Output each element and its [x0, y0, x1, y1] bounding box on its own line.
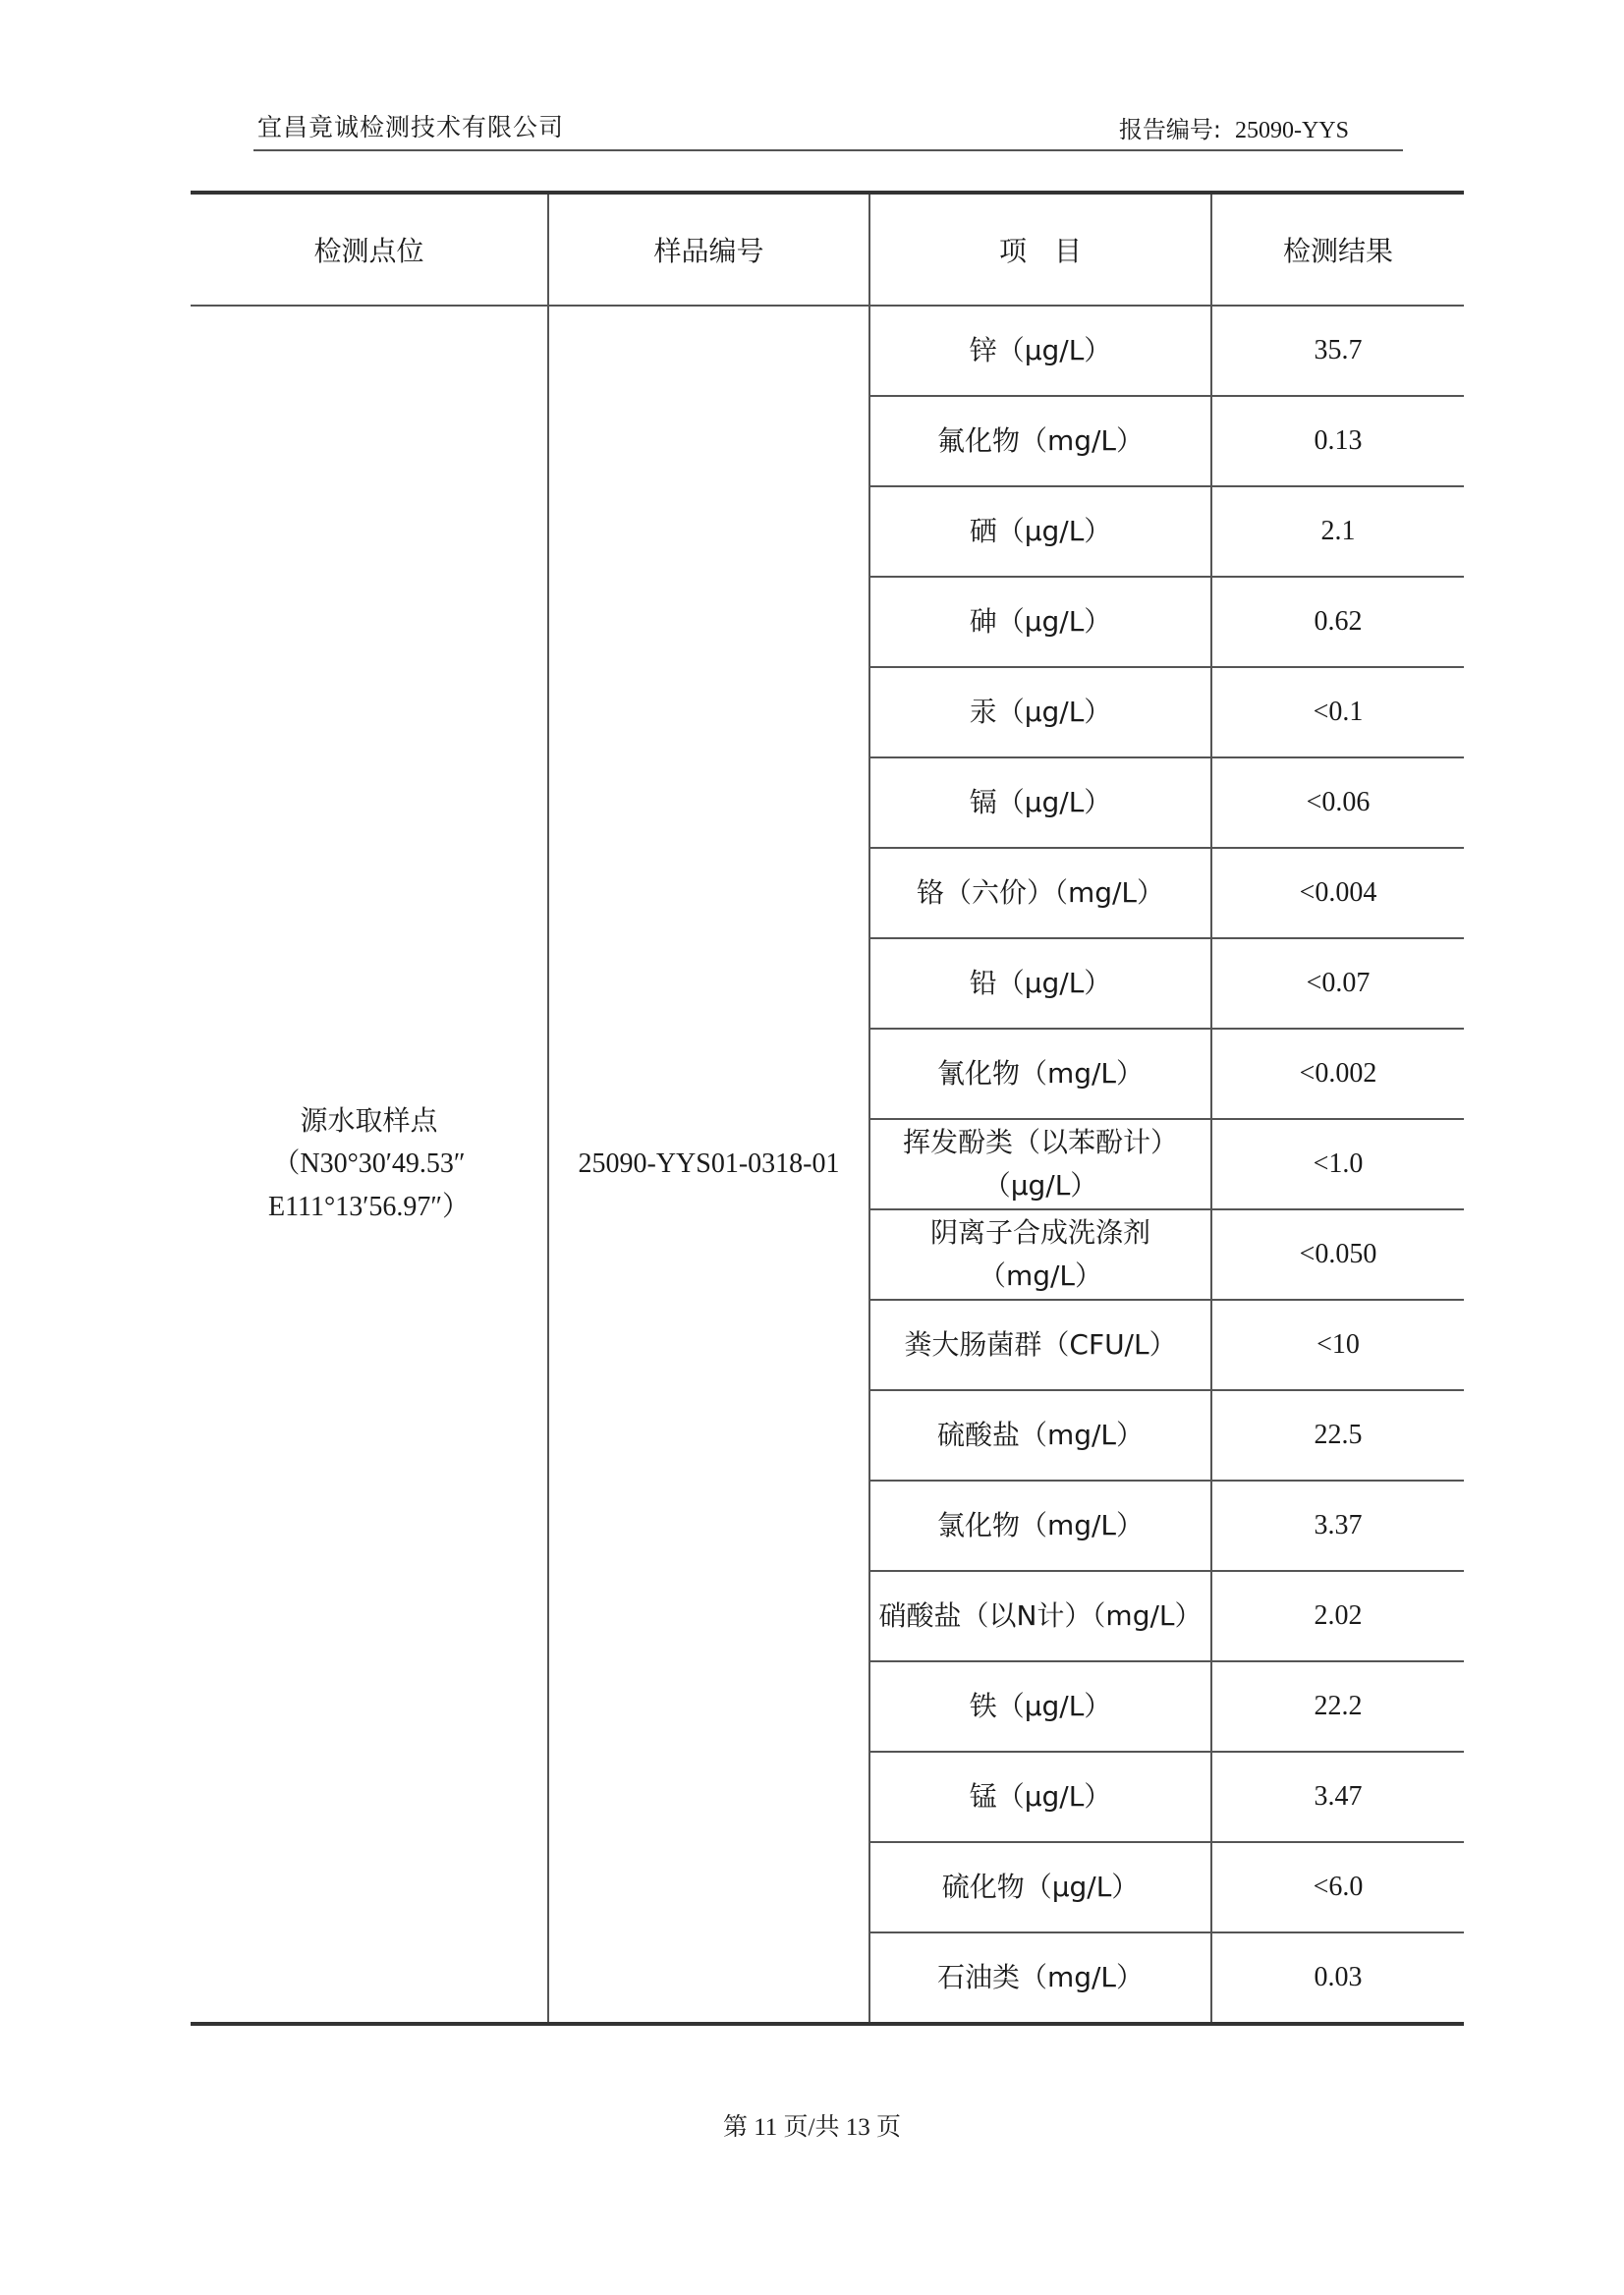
test-item-cell: 铅（μg/L）	[869, 938, 1211, 1029]
test-result-cell: 0.13	[1211, 396, 1464, 486]
table-header-row	[191, 193, 1464, 306]
test-item-cell: 锰（μg/L）	[869, 1752, 1211, 1842]
test-item-cell: 硝酸盐（以N计）（mg/L）	[869, 1571, 1211, 1661]
test-result-cell: <0.004	[1211, 848, 1464, 938]
test-result-cell: 22.2	[1211, 1661, 1464, 1752]
column-header-site: 检测点位	[191, 193, 548, 306]
test-item-cell: 硫化物（μg/L）	[869, 1842, 1211, 1932]
test-item-cell: 镉（μg/L）	[869, 757, 1211, 848]
test-item-cell: 砷（μg/L）	[869, 577, 1211, 667]
site-coordinate-east: E111°13′56.97″）	[267, 1192, 470, 1222]
column-header-sample-id: 样品编号	[548, 193, 869, 306]
report-number-label: 报告编号:	[1118, 116, 1221, 143]
site-coordinate-north: （N30°30′49.53″	[272, 1148, 466, 1179]
sampling-site-cell	[191, 306, 548, 2024]
test-result-cell: <0.06	[1211, 757, 1464, 848]
test-result-cell: 2.1	[1211, 486, 1464, 577]
test-item-cell: 硒（μg/L）	[869, 486, 1211, 577]
test-item-cell: 铬（六价）（mg/L）	[869, 848, 1211, 938]
report-number-block	[1119, 110, 1349, 144]
test-result-cell: <0.002	[1211, 1029, 1464, 1119]
test-result-cell: 3.37	[1211, 1481, 1464, 1571]
test-item-cell: 粪大肠菌群（CFU/L）	[869, 1300, 1211, 1390]
test-result-cell: 0.62	[1211, 577, 1464, 667]
test-item-cell: 氯化物（mg/L）	[869, 1481, 1211, 1571]
test-item-cell: 铁（μg/L）	[869, 1661, 1211, 1752]
header-divider	[253, 149, 1403, 151]
test-item-cell: 挥发酚类（以苯酚计）（μg/L）	[869, 1119, 1211, 1209]
test-result-cell: 22.5	[1211, 1390, 1464, 1481]
page-number: 第 11 页/共 13 页	[722, 2114, 902, 2141]
report-number: 25090-YYS	[1234, 118, 1349, 143]
test-result-cell: 0.03	[1314, 1962, 1363, 1992]
test-result-cell: <6.0	[1211, 1842, 1464, 1932]
test-item-cell: 石油类（mg/L）	[869, 1932, 1211, 2024]
table-row	[191, 306, 1464, 396]
test-item-cell: 锌（μg/L）	[869, 306, 1211, 396]
test-result-cell: <0.1	[1211, 667, 1464, 757]
site-name: 源水取样点	[300, 1104, 438, 1137]
test-result-cell: <0.07	[1211, 938, 1464, 1029]
test-result-cell: 35.7	[1211, 306, 1464, 396]
company-name: 宜昌竟诚检测技术有限公司	[257, 113, 565, 141]
test-item-cell: 汞（μg/L）	[869, 667, 1211, 757]
test-result-cell: 3.47	[1211, 1752, 1464, 1842]
test-item-cell: 氰化物（mg/L）	[869, 1029, 1211, 1119]
test-item-cell: 硫酸盐（mg/L）	[869, 1390, 1211, 1481]
test-item-cell: 氟化物（mg/L）	[869, 396, 1211, 486]
column-header-result: 检测结果	[1211, 193, 1464, 306]
test-result-cell: <10	[1211, 1300, 1464, 1390]
test-result-cell: <1.0	[1211, 1119, 1464, 1209]
test-result-cell: 2.02	[1211, 1571, 1464, 1661]
results-table	[191, 191, 1464, 2026]
table-body	[191, 306, 1464, 2024]
test-item-cell: 阴离子合成洗涤剂（mg/L）	[869, 1209, 1211, 1300]
column-header-item: 项 目	[869, 193, 1211, 306]
sample-id-cell: 25090-YYS01-0318-01	[548, 306, 869, 2024]
test-result-cell: <0.050	[1211, 1209, 1464, 1300]
